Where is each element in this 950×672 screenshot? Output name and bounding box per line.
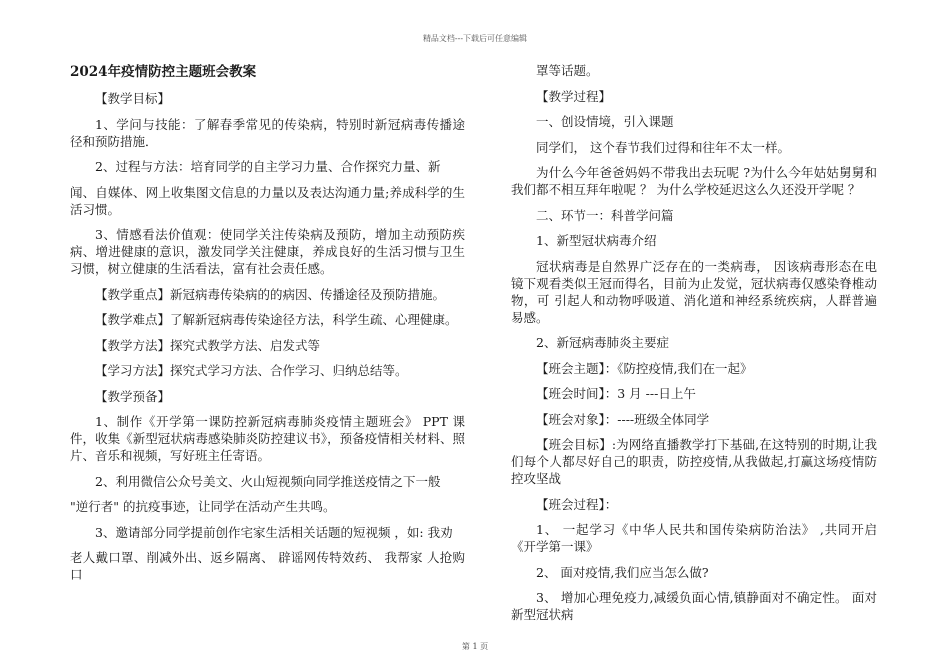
paragraph: 【班会过程】：: [536, 496, 618, 512]
paragraph: 【班会对象】：----班级全体同学: [536, 411, 710, 427]
paragraph: 2、利用微信公众号美文、火山短视频向同学推送疫情之下一般: [95, 473, 441, 489]
page-header-note: 精品文档---下载后可任意编辑: [422, 34, 528, 43]
paragraph: 罩等话题。: [536, 63, 599, 78]
paragraph: 【班会目标】:为网络直播教学打下基础,在这特别的时期,让我们每个人都尽好自己的职责，防控疫情,从我做起,打赢这场疫情防控攻坚战: [511, 437, 877, 486]
paragraph: 1、学问与技能：了解春季常见的传染病，特别时新冠病毒传播途径和预防措施．: [70, 116, 465, 149]
paragraph: 1、新型冠状病毒介绍: [536, 233, 657, 248]
left-column: [70, 62, 465, 592]
paragraph: 【教学预备】: [95, 388, 171, 404]
paragraph: 1、制作《开学第一课防控新冠病毒肺炎疫情主题班会》 PPT 课件，收集《新型冠状病毒感染肺炎防控建议书》，预备疫情相关材料、照片、音乐和视频，写好班主任寄语。: [70, 414, 465, 463]
paragraph: 为什么今年爸爸妈妈不带我出去玩呢 ?为什么今年姑姑舅舅和我们都不相互拜年啦呢 ？ 为什么学校延迟这么久还没开学呢 ？: [511, 165, 877, 197]
paragraph: 老人戴口罩、削减外出、返乡隔离、 辟谣网传特效药、 我帮家 人抢购口: [70, 550, 465, 582]
paragraph: 【教学过程】: [536, 88, 612, 104]
paragraph: 【教学重点】新冠病毒传染病的的病因、传播途径及预防措施。: [95, 286, 446, 302]
paragraph: 冠状病毒是自然界广泛存在的一类病毒， 因该病毒形态在电镜下观看类似王冠而得名，目前为止发觉，冠状病毒仅感染脊椎动物，可 引起人和动物呼吸道、消化道和神经系统疾病，人群普遍易感。: [511, 258, 877, 325]
paragraph: 2、 面对疫情,我们应当怎么做?: [536, 564, 709, 580]
paragraph: 【学习方法】探究式学习方法、合作学习、归纳总结等。: [95, 363, 408, 378]
document-title: 2024年疫情防控主题班会教案: [70, 64, 257, 80]
paragraph: 3、邀请部分同学提前创作宅家生活相关话题的短视频 ，如: 我劝: [95, 524, 453, 540]
paragraph: 【教学难点】了解新冠病毒传染途径方法，科学生疏、心理健康。: [95, 312, 458, 327]
paragraph: 【班会主题】：《防控疫情,我们在一起》: [536, 360, 753, 376]
paragraph: "逆行者" 的抗疫事迹，让同学在活动产生共鸣。: [70, 499, 336, 514]
page-number: 第 1 页: [461, 642, 489, 651]
paragraph: 【教学目标】: [95, 91, 171, 106]
paragraph: 【班会时间】：3 月 ---日上午: [536, 386, 696, 401]
paragraph: 2、过程与方法：培育同学的自主学习力量、合作探究力量、新: [95, 159, 441, 174]
paragraph: 3、 增加心理免疫力,减缓负面心情,镇静面对不确定性。 面对新型冠状病: [511, 590, 877, 622]
paragraph: 同学们， 这个春节我们过得和往年不太一样。: [536, 139, 790, 155]
paragraph: 2、新冠病毒肺炎主要症: [536, 335, 669, 350]
paragraph: 1、 一起学习《中华人民共和国传染病防治法》 ,共同开启《开学第一课》: [511, 522, 877, 554]
paragraph: 【教学方法】探究式教学方法、启发式等: [95, 337, 321, 353]
paragraph: 一、创设情境，引入课题: [536, 114, 674, 129]
paragraph: 3、情感看法价值观：使同学关注传染病及预防，增加主动预防疾病、增进健康的意识，激发同学关注健康，养成良好的生活习惯与卫生习惯，树立健康的生活看法，富有社会责任感。: [70, 227, 465, 276]
paragraph: 闻、自媒体、网上收集图文信息的力量以及表达沟通力量;养成科学的生活习惯。: [70, 184, 465, 217]
paragraph: 二、环节一：科普学问篇: [536, 207, 674, 223]
right-column: [511, 62, 877, 632]
